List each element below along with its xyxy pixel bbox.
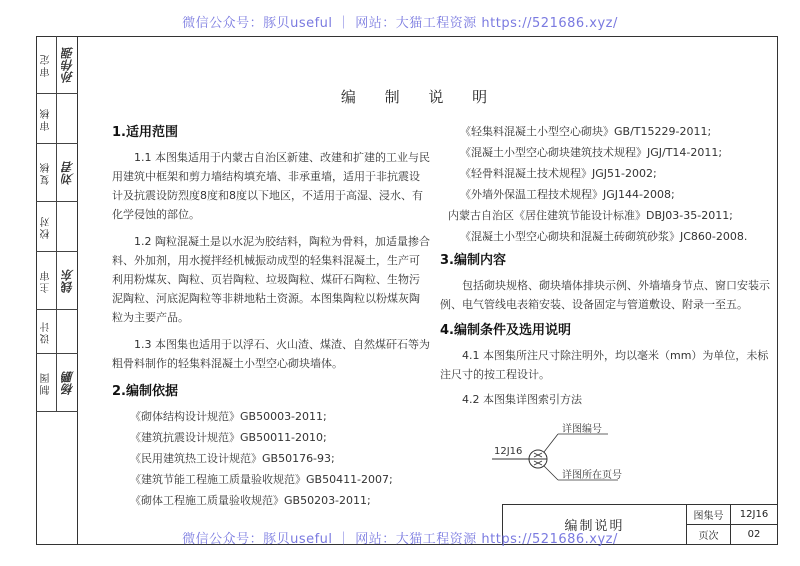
detail-index-diagram	[490, 412, 690, 492]
reference-item: 《建筑抗震设计规范》GB50011-2010;	[130, 431, 327, 444]
right-column	[440, 122, 770, 409]
paragraph-3: 包括砌块规格、砌块墙体排块示例、外墙墙身节点、窗口安装示例、电气管线电表箱安装、设备固定与管道敷设、附录一至五。	[440, 279, 770, 311]
sidebar-label: 主审	[40, 268, 52, 293]
paragraph-4-1: 4.1 本图集所注尺寸除注明外，均以毫米（mm）为单位，未标注尺寸的按工程设计。	[440, 349, 769, 381]
sidebar-label: 审核	[40, 106, 52, 131]
sidebar-cell-7	[36, 354, 78, 412]
sidebar-signature: 孙伟强	[60, 46, 75, 83]
reference-item: 《轻骨料混凝土技术规程》JGJ51-2002;	[460, 167, 657, 180]
left-column	[112, 122, 430, 512]
reference-item: 《轻集料混凝土小型空心砌块》GB/T15229-2011;	[460, 125, 712, 138]
reference-item: 《外墙外保温工程技术规程》JGJ144-2008;	[460, 188, 675, 201]
page-title: 编 制 说 明	[340, 88, 500, 106]
sidebar-label: 校对	[40, 214, 52, 239]
atlas-number-label: 图集号	[687, 505, 731, 525]
paragraph-1-1: 1.1 本图集适用于内蒙古自治区新建、改建和扩建的工业与民用建筑中框架和剪力墙结构填充墙、非承重墙，适用于非抗震设计及抗震设防烈度8度和8度以下地区，不适用于高湿、浸水、有化学侵蚀的部位。	[112, 151, 430, 221]
sidebar-cell-2	[36, 94, 78, 144]
atlas-number-value: 12J16	[731, 505, 777, 525]
sidebar-label: 审定	[40, 52, 52, 77]
label-detail-number: 详图编号	[562, 424, 602, 435]
sidebar-signature: 刘君	[60, 160, 75, 185]
reference-item: 《砌体结构设计规范》GB50003-2011;	[130, 410, 327, 423]
watermark-top: 微信公众号：豚贝useful ｜ 网站：大猫工程资源 https://521686.xyz/	[182, 16, 618, 31]
page-number-value: 02	[747, 529, 761, 540]
index-id: 12J16	[494, 446, 523, 457]
sidebar-cell-4	[36, 202, 78, 252]
watermark-bottom: 微信公众号：豚贝useful ｜ 网站：大猫工程资源 https://521686.xyz/	[182, 532, 618, 547]
sidebar-signature: 杨鹏	[60, 370, 75, 395]
signature-sidebar	[36, 36, 78, 545]
sidebar-cell-5	[36, 252, 78, 310]
sidebar-cell-1	[36, 36, 78, 94]
sidebar-label: 制图	[40, 370, 52, 395]
label-detail-page: 详图所在页号	[562, 470, 622, 481]
reference-item: 《砌体工程施工质量验收规范》GB50203-2011;	[130, 494, 371, 507]
section-heading-scope: 1.适用范围	[112, 125, 178, 140]
section-heading-basis: 2.编制依据	[112, 384, 178, 399]
reference-item: 《民用建筑热工设计规范》GB50176-93;	[130, 452, 335, 465]
sidebar-signature: 钱东	[60, 268, 75, 293]
sidebar-cell-3	[36, 144, 78, 202]
paragraph-1-3: 1.3 本图集也适用于以浮石、火山渣、煤渣、自然煤矸石等为粗骨料制作的轻集料混凝土小型空心砌块墙体。	[112, 338, 430, 370]
section-heading-content: 3.编制内容	[440, 253, 506, 268]
sidebar-label: 复核	[40, 160, 52, 185]
reference-item: 《混凝土小型空心砌块和混凝土砖砌筑砂浆》JC860-2008.	[460, 230, 748, 243]
reference-item: 《建筑节能工程施工质量验收规范》GB50411-2007;	[130, 473, 393, 486]
reference-item: 内蒙古自治区《居住建筑节能设计标准》DBJ03-35-2011;	[448, 209, 733, 222]
sidebar-cell-6	[36, 310, 78, 354]
section-heading-conditions: 4.编制条件及选用说明	[440, 323, 571, 338]
page-number-label: 页次	[687, 525, 731, 544]
paragraph-4-2: 4.2 本图集详图索引方法	[462, 393, 582, 406]
drawing-name: 编制说明	[503, 505, 687, 544]
sidebar-label: 设计	[40, 319, 52, 344]
paragraph-1-2: 1.2 陶粒混凝土是以水泥为胶结料，陶粒为骨料，加适量掺合料、外加剂，用水搅拌经机械振动成型的轻集料混凝土，生产可利用粉煤灰、陶粒、页岩陶粒、垃圾陶粒、煤矸石陶粒、生物污泥陶粒、河底泥陶粒等非耕地粘土资源。本图集陶粒以粉煤灰陶粒为主要产品。	[112, 235, 430, 324]
reference-item: 《混凝土小型空心砌块建筑技术规程》JGJ/T14-2011;	[460, 146, 723, 159]
